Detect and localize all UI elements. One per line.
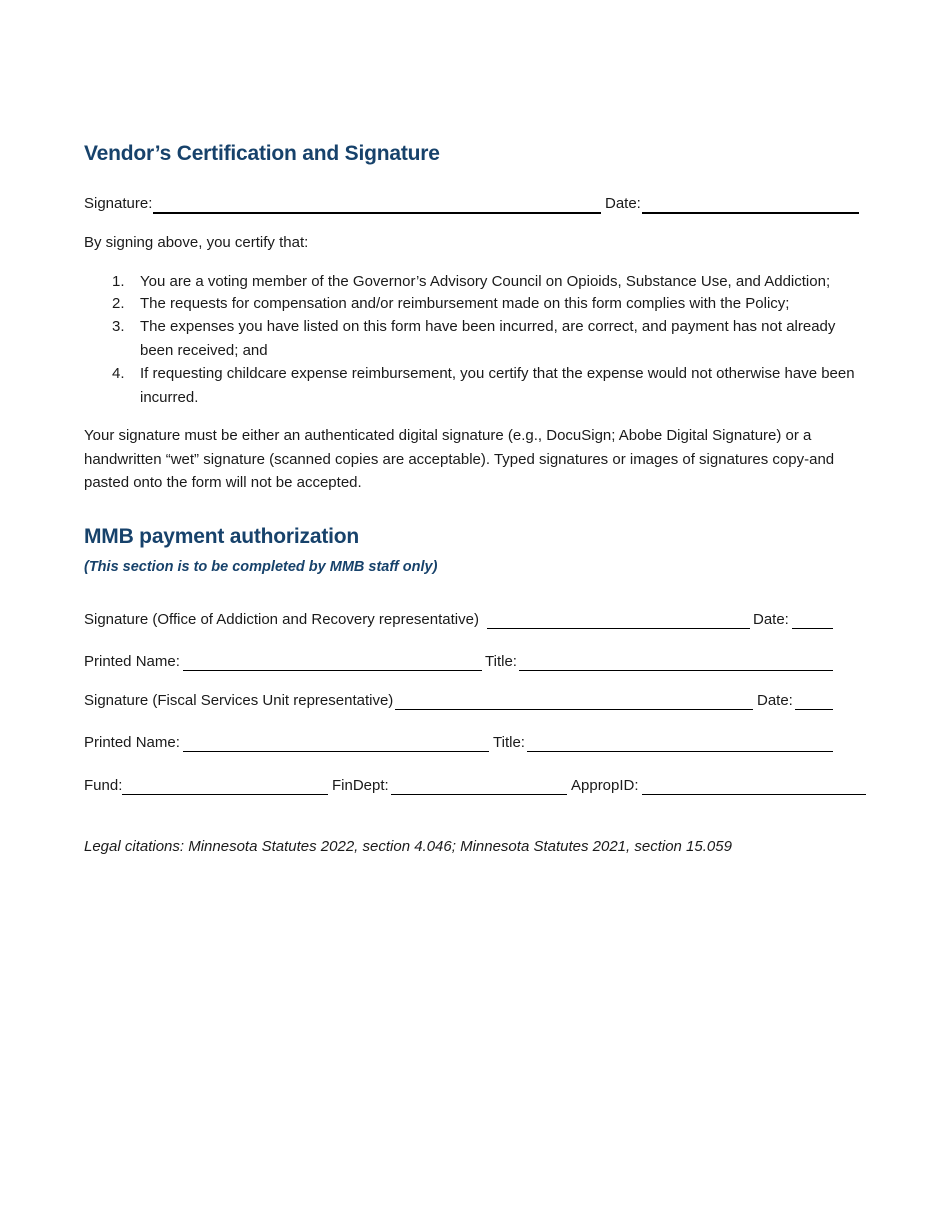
mmb-staff-only-note: (This section is to be completed by MMB staff only) (84, 559, 438, 575)
oar-signature-field[interactable] (487, 628, 750, 629)
oar-printed-name-field[interactable] (183, 670, 482, 671)
findept-label: FinDept: (332, 777, 389, 794)
certify-intro: By signing above, you certify that: (84, 234, 309, 251)
accounting-codes-row (84, 776, 866, 798)
vendor-date-field[interactable] (642, 212, 859, 214)
fsu-title-field[interactable] (527, 751, 833, 752)
certification-item-2 (84, 292, 866, 316)
signature-label: Signature: (84, 195, 153, 212)
oar-date-field[interactable] (792, 628, 833, 629)
legal-citations: Legal citations: Minnesota Statutes 2022, section 4.046; Minnesota Statutes 2021, section 15.059 (84, 838, 732, 855)
fsu-printed-name-field[interactable] (183, 751, 489, 752)
appropid-field[interactable] (642, 794, 866, 795)
list-number: 3. (112, 318, 125, 335)
appropid-label: AppropID: (571, 777, 639, 794)
title-label: Title: (485, 653, 517, 670)
form-page (84, 0, 866, 1230)
fsu-signature-row (84, 691, 866, 713)
list-number: 4. (112, 365, 125, 382)
list-item-text: The expenses you have listed on this form have been incurred, are correct, and payment has not already been received; and (140, 318, 836, 359)
list-number: 1. (112, 273, 125, 290)
vendor-signature-field[interactable] (153, 212, 601, 214)
mmb-authorization-heading: MMB payment authorization (84, 525, 360, 548)
list-item-text: The requests for compensation and/or reimbursement made on this form complies with the Policy; (140, 294, 790, 312)
certification-item-4 (84, 362, 866, 409)
title-label: Title: (493, 734, 525, 751)
fsu-name-title-row (84, 733, 866, 755)
printed-name-label: Printed Name: (84, 653, 180, 670)
list-number: 2. (112, 294, 125, 312)
certification-list (84, 270, 866, 409)
certification-item-3 (84, 315, 866, 362)
oar-signature-label: Signature (Office of Addiction and Recovery representative) (84, 611, 479, 628)
fund-label: Fund: (84, 777, 123, 794)
signature-requirements-note: Your signature must be either an authenticated digital signature (e.g., DocuSign; Abobe Digital Signature) or a handwritten “wet” signature (scanned copies are acceptable). Typed signatures or images of signatures copy-and pasted onto the form will not be accepted. (84, 427, 835, 491)
fsu-signature-field[interactable] (395, 709, 753, 710)
fsu-date-label: Date: (757, 692, 793, 709)
findept-field[interactable] (391, 794, 567, 795)
certification-item-1 (84, 270, 866, 294)
list-item-text: If requesting childcare expense reimbursement, you certify that the expense would not otherwise have been incurred. (140, 365, 855, 406)
date-label: Date: (605, 195, 641, 212)
oar-name-title-row (84, 652, 866, 674)
vendor-signature-row (84, 194, 866, 216)
oar-title-field[interactable] (519, 670, 833, 671)
fsu-signature-label: Signature (Fiscal Services Unit representative) (84, 692, 394, 709)
printed-name-label: Printed Name: (84, 734, 180, 751)
oar-date-label: Date: (753, 611, 789, 628)
fund-field[interactable] (122, 794, 328, 795)
fsu-date-field[interactable] (795, 709, 833, 710)
oar-signature-row (84, 610, 866, 632)
vendor-certification-heading: Vendor’s Certification and Signature (84, 142, 440, 165)
list-item-text: You are a voting member of the Governor’s Advisory Council on Opioids, Substance Use, and Addiction; (140, 273, 831, 290)
